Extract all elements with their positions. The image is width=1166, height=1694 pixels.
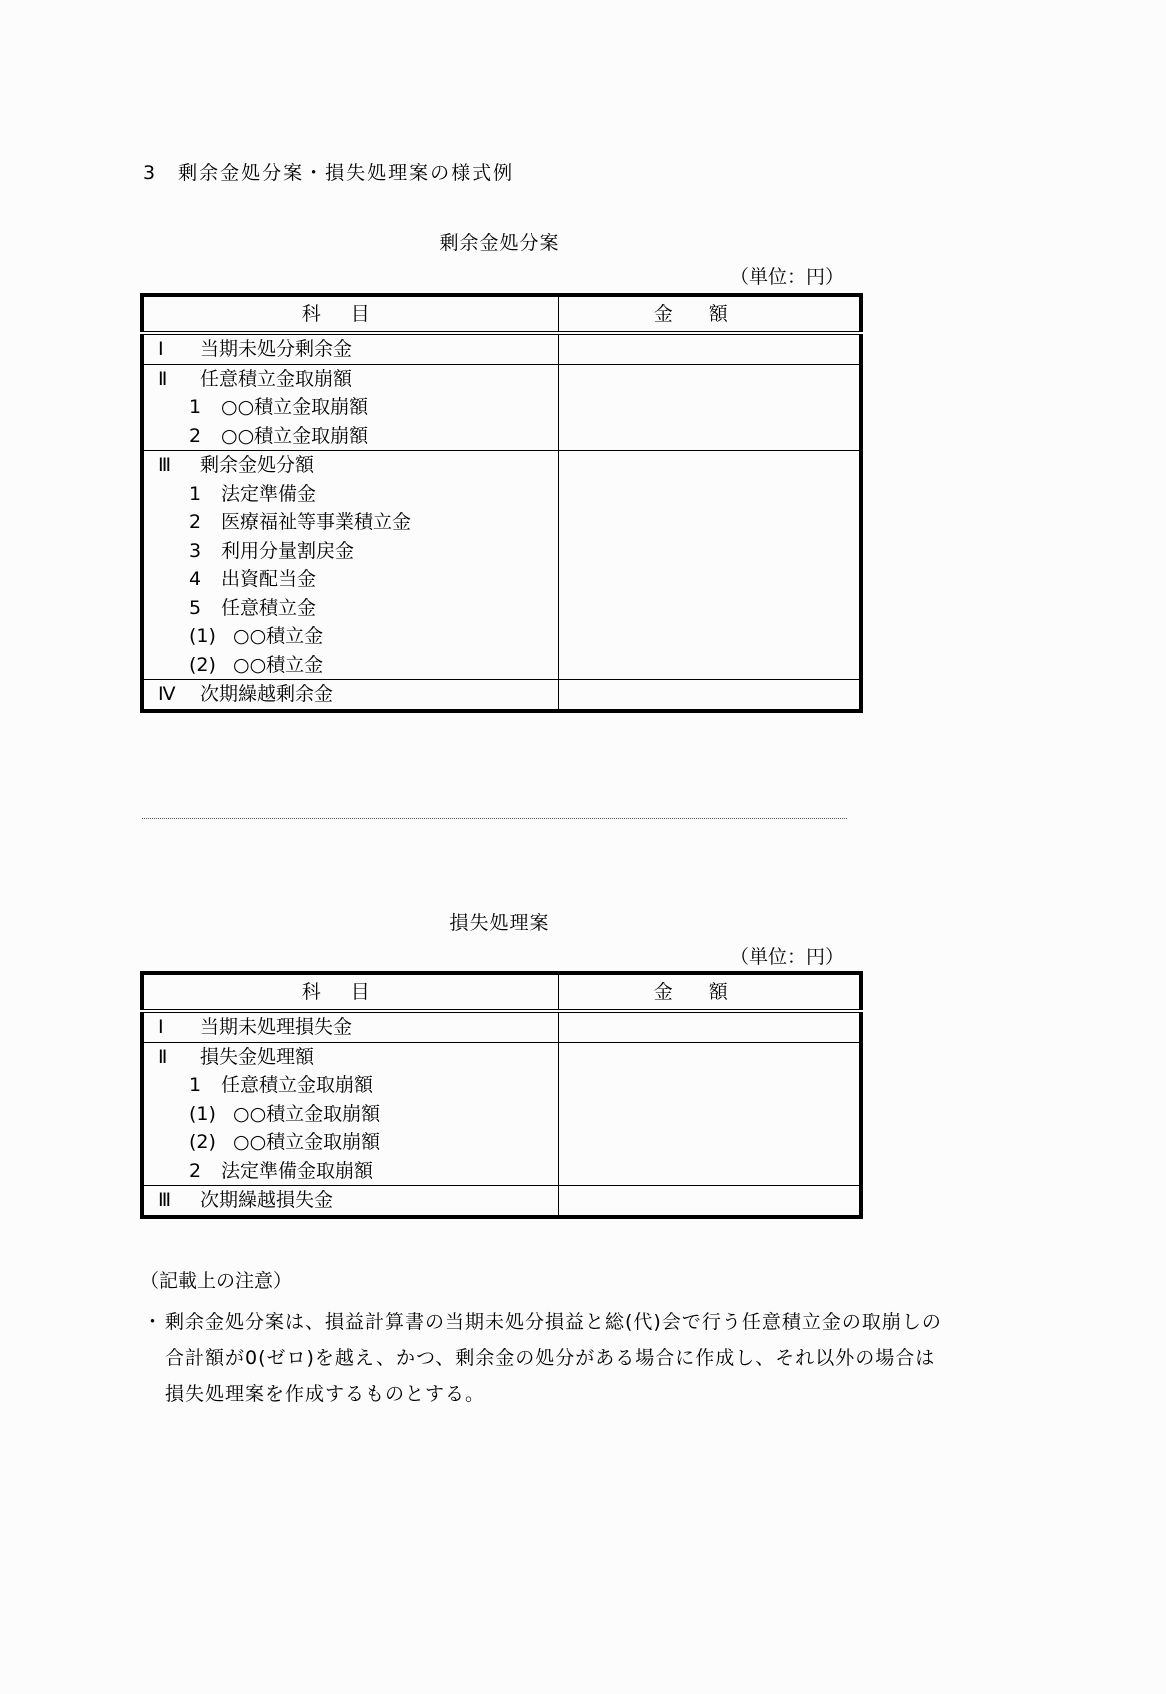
item-marker: 1 [189, 396, 202, 418]
item-line [144, 393, 558, 422]
item-marker: Ⅰ [158, 1016, 164, 1038]
item-line [144, 1186, 558, 1215]
item-line [144, 335, 558, 364]
item-cell [142, 1186, 558, 1217]
amount-cell [558, 1011, 861, 1042]
item-line [144, 537, 558, 566]
notes-line-3: 損失処理案を作成するものとする。 [165, 1383, 486, 1405]
item-label: 損失金処理額 [200, 1045, 315, 1068]
table-header-row [142, 973, 861, 1011]
item-line [144, 1071, 558, 1100]
amount-cell [558, 451, 861, 680]
column-header-item: 科目 [142, 973, 558, 1011]
item-label: 法定準備金取崩額 [221, 1159, 374, 1182]
amount-cell [558, 680, 861, 711]
item-label: 医療福祉等事業積立金 [221, 511, 412, 533]
item-marker: Ⅳ [158, 683, 176, 705]
item-marker: 2 [189, 424, 202, 447]
surplus-table-unit: （単位：円） [730, 266, 845, 288]
item-marker: Ⅲ [158, 1189, 172, 1211]
item-label: 次期繰越損失金 [200, 1189, 334, 1211]
table-row [142, 680, 861, 711]
item-marker: 2 [189, 1159, 202, 1182]
item-marker: Ⅱ [158, 367, 168, 390]
item-label: ○○積立金 [233, 653, 324, 676]
notes-bullet: ・ [143, 1311, 164, 1333]
item-marker: Ⅱ [158, 1045, 168, 1068]
item-marker: 4 [189, 568, 202, 590]
item-cell [142, 364, 558, 451]
column-header-item: 科目 [142, 295, 558, 333]
loss-table-unit: （単位：円） [730, 946, 845, 968]
item-marker: (1) [189, 1102, 216, 1125]
column-header-amount: 金額 [558, 295, 861, 333]
notes-heading: （記載上の注意） [140, 1270, 293, 1292]
item-label: 法定準備金 [221, 482, 317, 505]
amount-cell [558, 364, 861, 451]
item-line [144, 1100, 558, 1129]
item-label: 任意積立金取崩額 [200, 367, 353, 390]
item-line [144, 1013, 558, 1042]
table-row [142, 364, 861, 451]
item-cell [142, 333, 558, 364]
item-line [144, 680, 558, 709]
item-label: 当期未処理損失金 [200, 1016, 353, 1038]
item-label: 次期繰越剰余金 [200, 683, 334, 705]
item-label: ○○積立金取崩額 [233, 1102, 381, 1125]
item-line [144, 422, 558, 451]
item-line [144, 1043, 558, 1072]
item-line [144, 594, 558, 623]
notes-line-1: 剰余金処分案は、損益計算書の当期未処分損益と総(代)会で行う任意積立金の取崩しの [165, 1311, 942, 1333]
item-marker: 1 [189, 482, 202, 505]
item-label: ○○積立金取崩額 [233, 1131, 381, 1153]
item-line [144, 365, 558, 394]
section-heading: 3 剰余金処分案・損失処理案の様式例 [143, 162, 515, 184]
item-label: 任意積立金 [221, 596, 317, 619]
item-line [144, 622, 558, 651]
amount-cell [558, 1042, 861, 1186]
item-line [144, 565, 558, 594]
item-label: 当期未処分剰余金 [200, 338, 353, 360]
table-row [142, 1042, 861, 1186]
surplus-table-body [142, 333, 861, 711]
item-label: ○○積立金取崩額 [221, 424, 369, 447]
loss-table-title: 損失処理案 [449, 912, 550, 934]
item-cell [142, 1011, 558, 1042]
item-label: ○○積立金 [233, 625, 324, 647]
item-label: 出資配当金 [221, 568, 317, 590]
item-line [144, 651, 558, 680]
table-row [142, 451, 861, 680]
surplus-table-title: 剰余金処分案 [439, 232, 560, 254]
item-line [144, 1157, 558, 1186]
column-header-amount: 金額 [558, 973, 861, 1011]
loss-treatment-table [140, 971, 863, 1219]
item-cell [142, 451, 558, 680]
table-row [142, 333, 861, 364]
loss-table-body [142, 1011, 861, 1217]
item-marker: 3 [189, 539, 202, 562]
item-line [144, 508, 558, 537]
item-cell [142, 680, 558, 711]
table-header-row [142, 295, 861, 333]
item-line [144, 451, 558, 480]
item-marker: 5 [189, 596, 202, 619]
item-label: 剰余金処分額 [200, 454, 315, 476]
amount-cell [558, 333, 861, 364]
item-marker: Ⅲ [158, 454, 172, 476]
item-cell [142, 1042, 558, 1186]
item-line [144, 1128, 558, 1157]
item-label: 任意積立金取崩額 [221, 1074, 374, 1096]
item-label: 利用分量割戻金 [221, 539, 355, 562]
item-marker: Ⅰ [158, 338, 164, 360]
item-marker: (1) [189, 625, 216, 647]
item-line [144, 480, 558, 509]
item-marker: 1 [189, 1074, 202, 1096]
table-row [142, 1186, 861, 1217]
surplus-disposal-table [140, 293, 863, 713]
separator-dashed-line [142, 818, 847, 819]
item-marker: (2) [189, 1131, 216, 1153]
item-label: ○○積立金取崩額 [221, 396, 369, 418]
notes-line-2: 合計額が0(ゼロ)を越え、かつ、剰余金の処分がある場合に作成し、それ以外の場合は [165, 1347, 936, 1369]
amount-cell [558, 1186, 861, 1217]
table-row [142, 1011, 861, 1042]
item-marker: 2 [189, 511, 202, 533]
item-marker: (2) [189, 653, 216, 676]
